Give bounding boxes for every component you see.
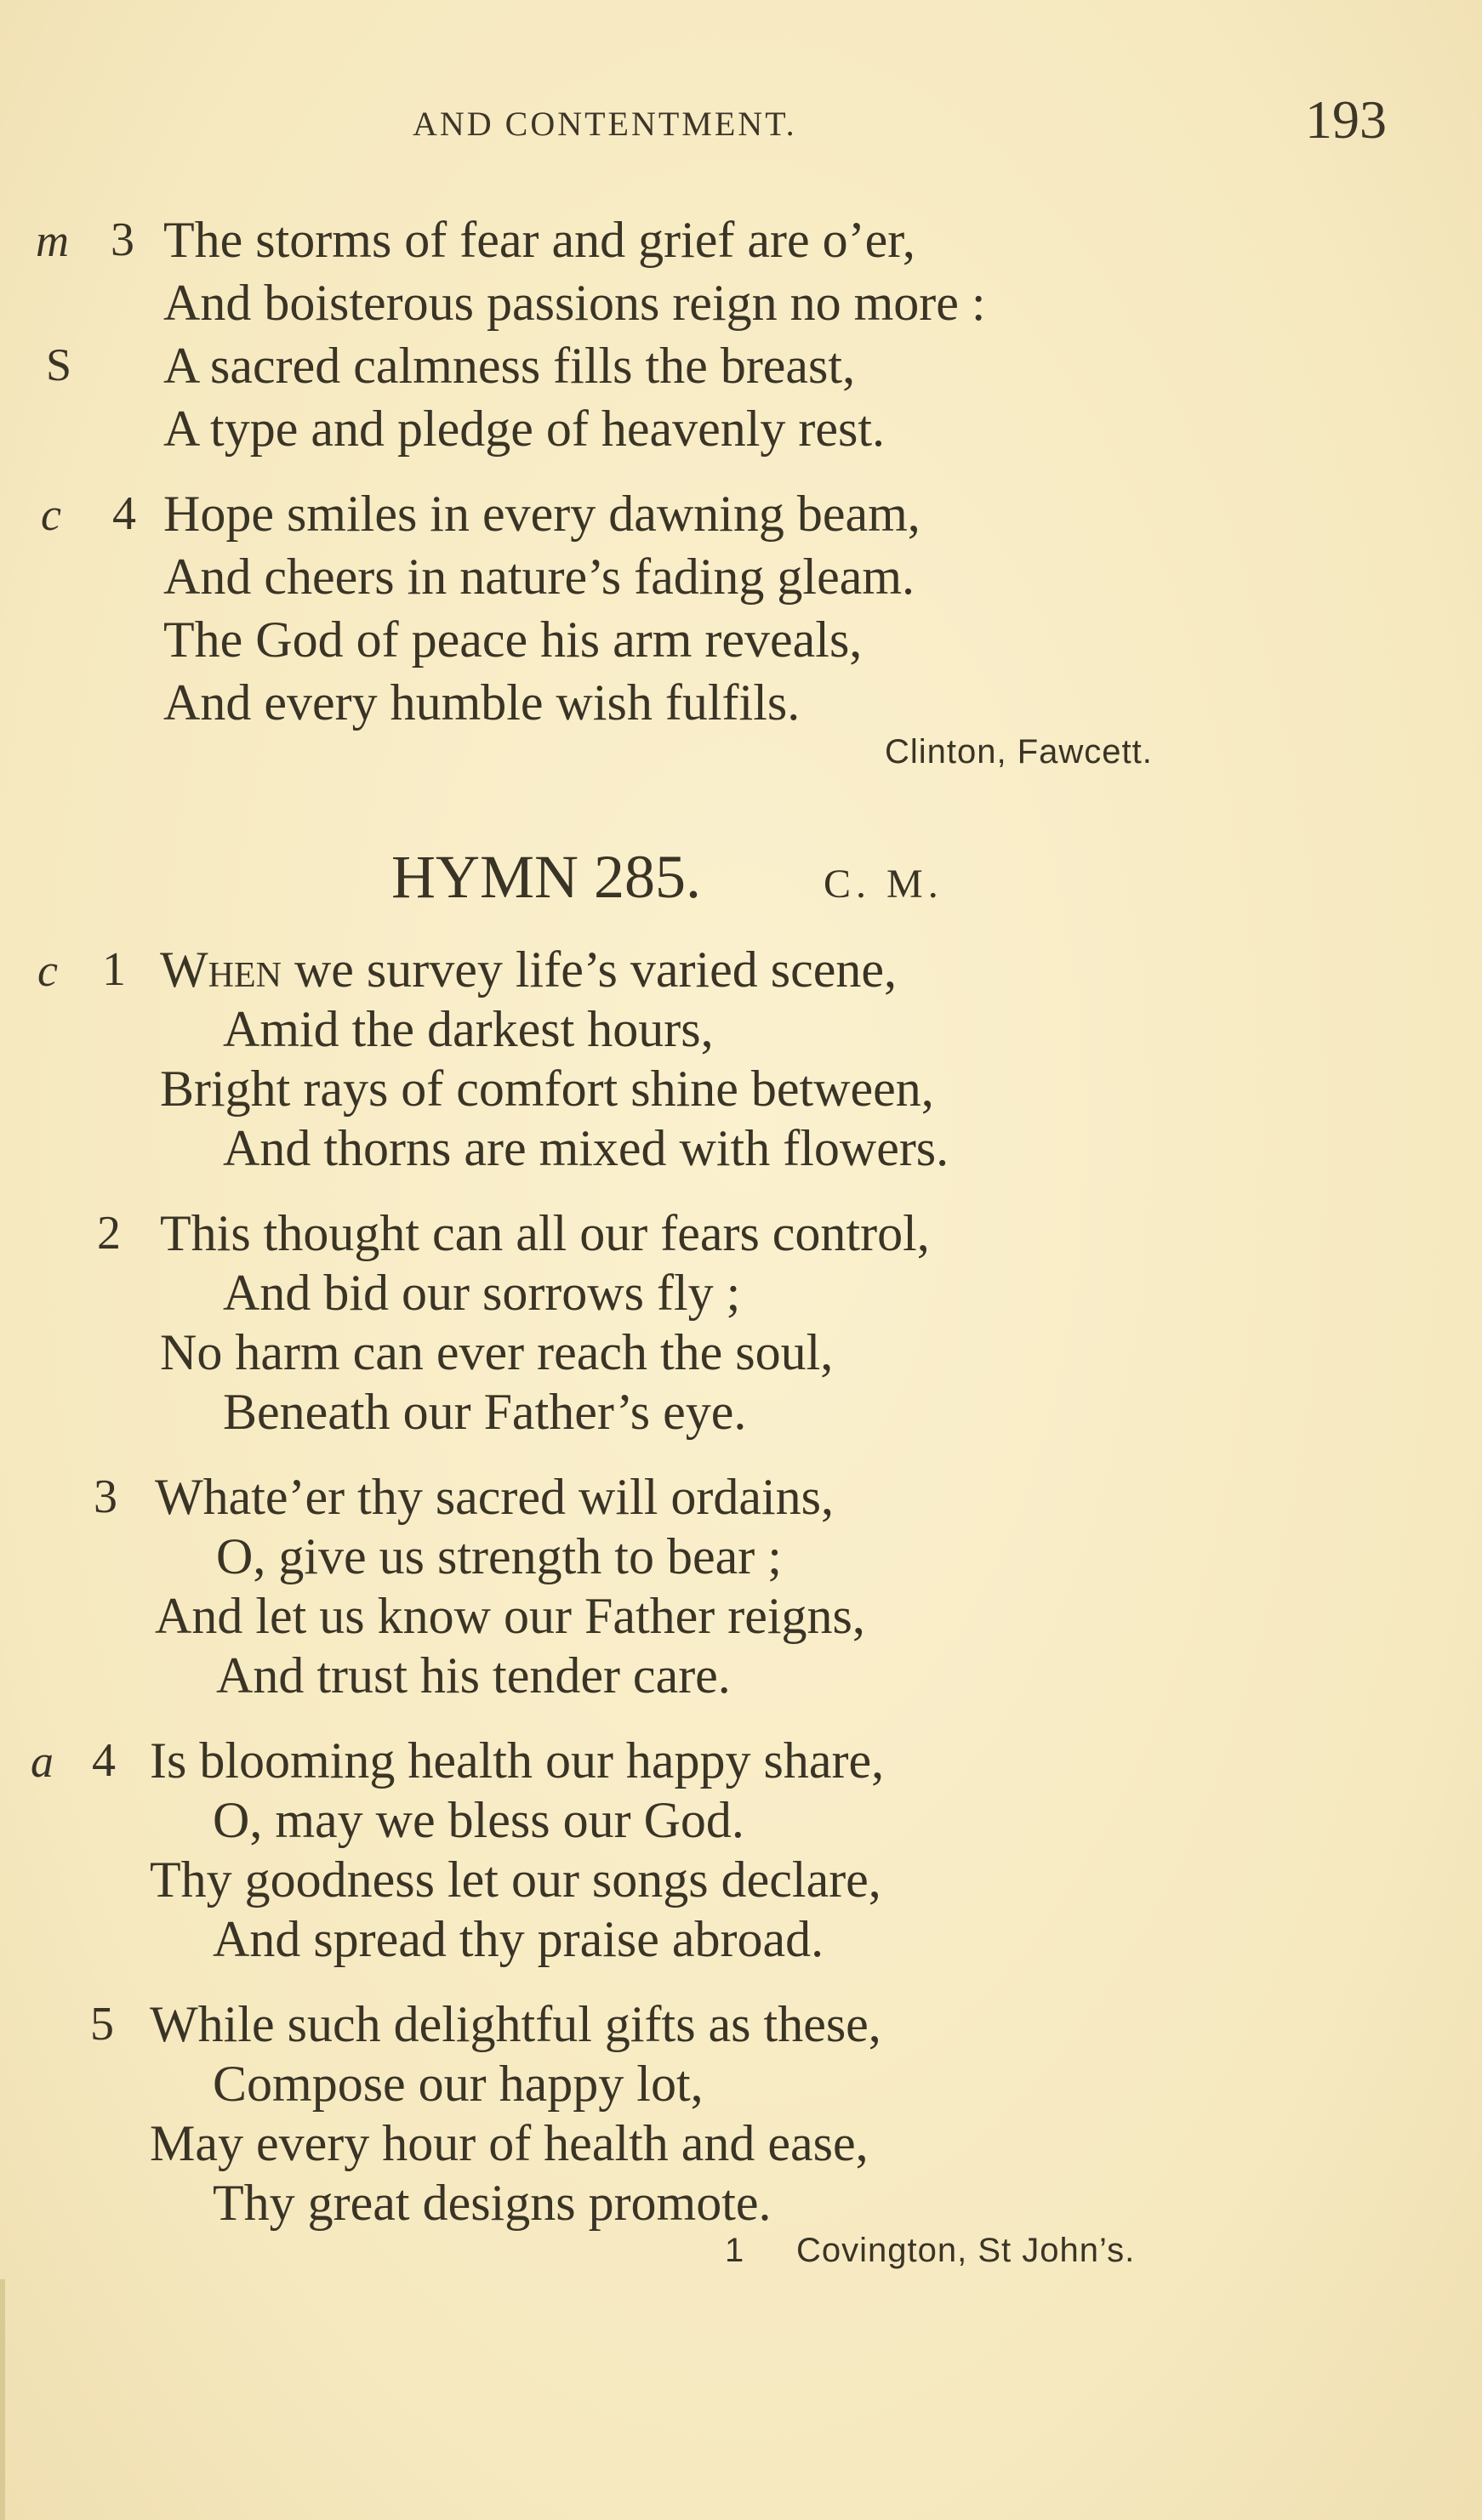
verse-line: Is blooming health our happy share, xyxy=(150,1732,885,1789)
verse-line: The God of peace his arm reveals, xyxy=(163,612,863,668)
page-header xyxy=(0,88,1482,156)
hymn-title: HYMN 285. xyxy=(391,843,702,911)
drop-initial: W xyxy=(160,941,208,998)
verse-line: A sacred calmness fills the breast, xyxy=(163,338,856,394)
tune-attribution-number: 1 xyxy=(725,2232,745,2269)
verse-line: While such delightful gifts as these, xyxy=(150,1996,881,2052)
running-head: AND CONTENTMENT. xyxy=(413,105,797,143)
verse-line-first xyxy=(160,941,898,998)
small-caps-word: hen xyxy=(208,941,282,998)
verse-line: Thy great designs promote. xyxy=(213,2175,772,2231)
stanza-mark: S xyxy=(46,339,72,390)
stanza-mark: a xyxy=(31,1736,54,1787)
stanza-number: 4 xyxy=(112,487,136,540)
stanza-number: 3 xyxy=(111,213,134,266)
page-number: 193 xyxy=(1305,89,1387,150)
verse-line: The storms of fear and grief are o’er, xyxy=(163,212,915,268)
page-edge-shadow xyxy=(0,2279,5,2520)
verse-line: Whate’er thy sacred will ordains, xyxy=(155,1469,835,1525)
stanza-number: 5 xyxy=(90,1998,114,2051)
verse-line: Beneath our Father’s eye. xyxy=(223,1384,747,1440)
verse-line: May every hour of health and ease, xyxy=(150,2115,869,2171)
tune-attribution: Covington, St John’s. xyxy=(796,2232,1136,2269)
verse-line: And thorns are mixed with flowers. xyxy=(223,1120,949,1176)
verse-line: Thy goodness let our songs declare, xyxy=(150,1852,881,1908)
stanza-number: 1 xyxy=(102,943,126,996)
verse-line: Compose our happy lot, xyxy=(213,2056,704,2112)
verse-line: O, may we bless our God. xyxy=(213,1792,744,1848)
verse-line: And boisterous passions reign no more : xyxy=(163,275,986,331)
verse-line: This thought can all our fears control, xyxy=(160,1205,930,1261)
verse-line: O, give us strength to bear ; xyxy=(216,1528,782,1584)
verse-line: And every humble wish fulfils. xyxy=(163,674,801,731)
verse-line: Bright rays of comfort shine between, xyxy=(160,1061,934,1117)
stanza-number: 4 xyxy=(92,1734,116,1787)
verse-line-rest: we survey life’s varied scene, xyxy=(281,941,898,998)
stanza-mark: m xyxy=(36,215,69,266)
verse-line: And spread thy praise abroad. xyxy=(213,1911,824,1967)
hymn-meter: C. M. xyxy=(824,862,943,907)
stanza-mark: c xyxy=(41,489,61,540)
verse-line: Hope smiles in every dawning beam, xyxy=(163,486,921,542)
stanza-number: 3 xyxy=(94,1470,117,1523)
verse-line: And bid our sorrows fly ; xyxy=(223,1265,741,1321)
verse-line: And let us know our Father reigns, xyxy=(155,1588,865,1644)
verse-line: And cheers in nature’s fading gleam. xyxy=(163,549,915,605)
stanza-mark: c xyxy=(37,945,58,996)
stanza-number: 2 xyxy=(97,1207,121,1260)
verse-line: A type and pledge of heavenly rest. xyxy=(163,401,886,457)
verse-line: And trust his tender care. xyxy=(216,1647,731,1704)
verse-line: No harm can ever reach the soul, xyxy=(160,1324,834,1380)
verse-line: Amid the darkest hours, xyxy=(223,1001,714,1057)
tune-attribution: Clinton, Fawcett. xyxy=(885,733,1153,771)
